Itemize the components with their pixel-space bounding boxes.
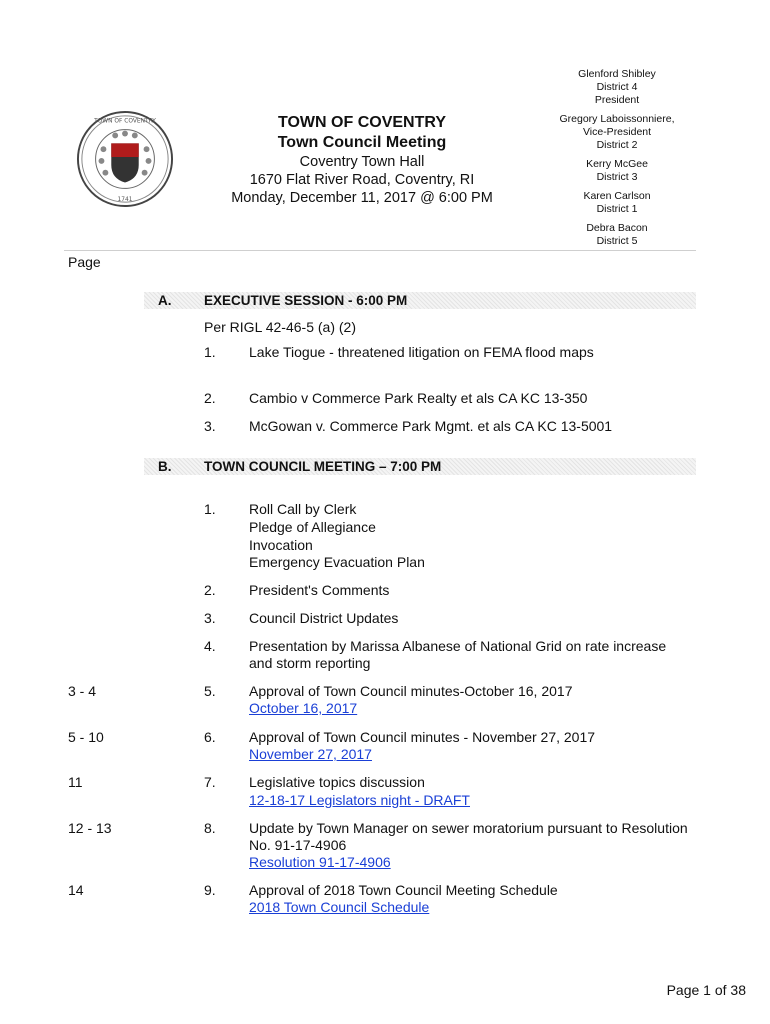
official-district: District 3 <box>596 171 638 183</box>
item-number: 2. <box>204 582 216 598</box>
section-a-title: EXECUTIVE SESSION - 6:00 PM <box>204 293 408 308</box>
item-number: 1. <box>204 501 216 517</box>
item-text: Pledge of Allegiance <box>249 519 376 535</box>
item-page-ref: 3 - 4 <box>68 683 97 699</box>
item-text: Emergency Evacuation Plan <box>249 554 425 570</box>
official-name: Kerry McGee <box>586 158 648 170</box>
item-number: 1. <box>204 344 216 360</box>
official-name: Glenford Shibley <box>578 68 656 80</box>
item-number: 3. <box>204 610 216 626</box>
item-page-ref: 11 <box>68 774 83 790</box>
item-page-ref: 5 - 10 <box>68 729 104 745</box>
official-carlson <box>544 190 690 216</box>
official-role: President <box>594 94 640 106</box>
schedule-2018-link[interactable]: 2018 Town Council Schedule <box>249 899 430 915</box>
item-text: President's Comments <box>249 582 390 598</box>
item-number: 4. <box>204 638 216 654</box>
section-a-subtitle: Per RIGL 42-46-5 (a) (2) <box>204 319 356 335</box>
page-column-label: Page <box>68 254 101 270</box>
item-text: Lake Tiogue - threatened litigation on FEMA flood maps <box>249 344 594 360</box>
official-role: Vice-President <box>582 126 652 138</box>
meeting-datetime: Monday, December 11, 2017 @ 6:00 PM <box>231 190 493 206</box>
official-laboissonniere <box>544 113 690 152</box>
item-text: Approval of Town Council minutes-October 16, 2017 <box>249 683 573 699</box>
item-text: Presentation by Marissa Albanese of National Grid on rate increase <box>249 638 667 654</box>
official-district: District 2 <box>596 139 638 151</box>
item-number: 9. <box>204 882 216 898</box>
item-number: 5. <box>204 683 216 699</box>
item-page-ref: 12 - 13 <box>68 820 112 836</box>
council-members <box>544 68 690 254</box>
official-bacon <box>544 222 690 248</box>
official-name: Gregory Laboissonniere, <box>559 113 675 125</box>
official-mcgee <box>544 158 690 184</box>
meeting-title: Town Council Meeting <box>277 134 447 151</box>
meeting-venue: Coventry Town Hall <box>299 154 425 170</box>
minutes-oct-16-link[interactable]: October 16, 2017 <box>249 700 358 716</box>
item-number: 7. <box>204 774 216 790</box>
official-shibley <box>544 68 690 107</box>
official-district: District 1 <box>596 203 638 215</box>
item-text: Approval of Town Council minutes - November 27, 2017 <box>249 729 596 745</box>
official-district: District 4 <box>596 81 638 93</box>
svg-text:TOWN OF COVENTRY: TOWN OF COVENTRY <box>94 118 156 125</box>
item-number: 3. <box>204 418 216 434</box>
item-text: Cambio v Commerce Park Realty et als CA KC 13-350 <box>249 390 588 406</box>
item-text: Roll Call by Clerk <box>249 501 357 517</box>
item-text: Council District Updates <box>249 610 399 626</box>
minutes-nov-27-link[interactable]: November 27, 2017 <box>249 746 372 762</box>
item-text: Update by Town Manager on sewer moratorium pursuant to Resolution <box>249 820 688 836</box>
item-text: Legislative topics discussion <box>249 774 425 790</box>
section-a-letter: A. <box>158 293 172 308</box>
item-number: 2. <box>204 390 216 406</box>
item-text: McGowan v. Commerce Park Mgmt. et als CA KC 13-5001 <box>249 418 613 434</box>
header-divider <box>64 250 696 251</box>
item-text: No. 91-17-4906 <box>249 837 347 853</box>
official-name: Debra Bacon <box>586 222 648 234</box>
item-text: Approval of 2018 Town Council Meeting Schedule <box>249 882 558 898</box>
town-seal <box>76 110 174 208</box>
item-page-ref: 14 <box>68 882 84 898</box>
meeting-header <box>220 113 504 207</box>
resolution-link[interactable]: Resolution 91-17-4906 <box>249 854 391 870</box>
item-text: and storm reporting <box>249 655 371 671</box>
section-b-letter: B. <box>158 459 172 474</box>
official-district: District 5 <box>596 235 638 247</box>
item-number: 8. <box>204 820 216 836</box>
meeting-address: 1670 Flat River Road, Coventry, RI <box>249 172 475 188</box>
town-name: TOWN OF COVENTRY <box>278 114 446 131</box>
official-name: Karen Carlson <box>583 190 651 202</box>
page-number: Page 1 of 38 <box>666 982 746 998</box>
svg-text:1741: 1741 <box>117 197 133 204</box>
legislators-night-link[interactable]: 12-18-17 Legislators night - DRAFT <box>249 792 470 808</box>
item-number: 6. <box>204 729 216 745</box>
item-text: Invocation <box>249 537 313 553</box>
section-b-title: TOWN COUNCIL MEETING – 7:00 PM <box>204 459 442 474</box>
